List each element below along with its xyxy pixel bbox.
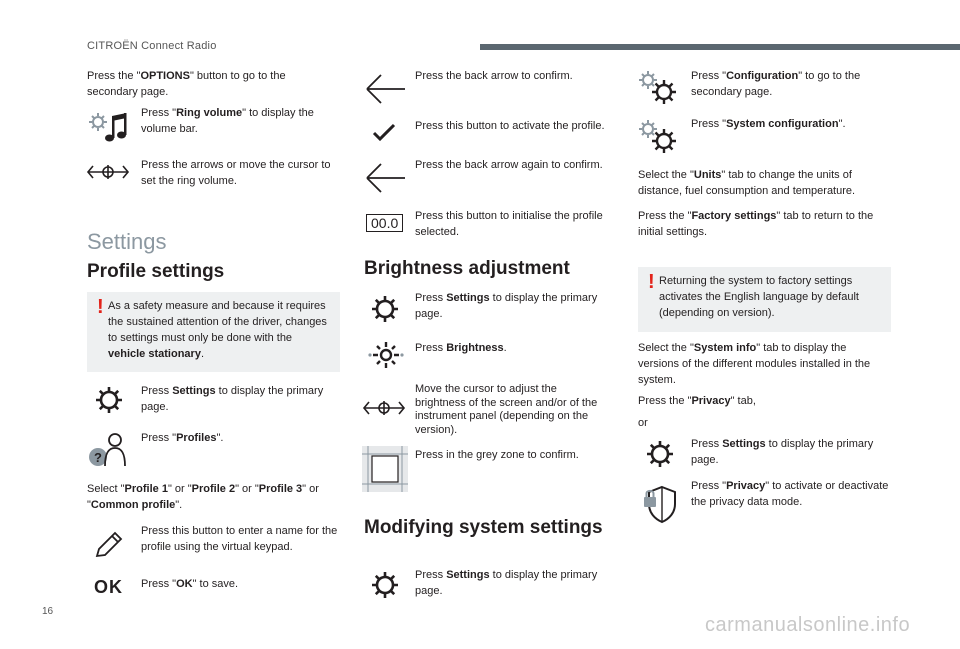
- system-config-icon: [638, 119, 678, 155]
- press-profiles-text: Press "Profiles".: [141, 432, 224, 444]
- configuration-text: Press "Configuration" to go to the secondary page.: [691, 70, 861, 98]
- slider-arrows-icon-2: [362, 398, 406, 418]
- header-bar: [480, 44, 960, 50]
- profile-settings-heading: Profile settings: [87, 261, 225, 282]
- ring-volume-icon: [88, 110, 130, 146]
- press-ok-text: Press "OK" to save.: [141, 578, 239, 590]
- safety-note-text: As a safety measure and because it requires the sustained attention of the driver, changes to settings must only be done with the vehicle stationary.: [108, 300, 327, 360]
- back-confirm-text: Press the back arrow to confirm.: [415, 70, 573, 82]
- factory-note: [638, 267, 891, 332]
- press-settings-text-2: Press Settings to display the primary page.: [415, 292, 598, 320]
- safety-note: [87, 292, 340, 372]
- press-settings-text: Press Settings to display the primary page.: [141, 385, 324, 413]
- or-text: or: [638, 417, 648, 429]
- warning-icon-2: !: [648, 271, 655, 293]
- back-arrow-icon-2: [365, 161, 407, 195]
- ok-icon: OK: [94, 577, 123, 597]
- settings-gear-icon: [95, 386, 123, 414]
- system-config-text: Press "System configuration".: [691, 118, 846, 130]
- svg-text:?: ?: [94, 450, 102, 465]
- reset-value-icon: 00.0: [366, 214, 403, 232]
- factory-note-text: Returning the system to factory settings activates the English language by default (depending on version).: [659, 275, 859, 319]
- grey-zone-icon: [362, 446, 408, 492]
- brightness-heading: Brightness adjustment: [364, 258, 570, 279]
- press-privacy-text: Press "Privacy" to activate or deactivate the privacy data mode.: [691, 480, 889, 508]
- page-number: 16: [42, 606, 54, 617]
- initialise-text: Press this button to initialise the profile selected.: [415, 210, 603, 238]
- options-intro: Press the "OPTIONS" button to go to the secondary page.: [87, 70, 286, 98]
- ring-volume-text: Press "Ring volume" to display the volume bar.: [141, 107, 314, 135]
- privacy-shield-icon: [642, 484, 678, 524]
- press-settings-text-4: Press Settings to display the primary page.: [691, 438, 874, 466]
- watermark: carmanualsonline.info: [705, 614, 911, 636]
- section-title: Settings: [87, 229, 167, 254]
- enter-name-text: Press this button to enter a name for the profile using the virtual keypad.: [141, 525, 338, 553]
- back-arrow-icon: [365, 72, 407, 106]
- settings-gear-icon-3: [371, 571, 399, 599]
- settings-gear-icon-4: [646, 440, 674, 468]
- select-profile-text: Select "Profile 1" or "Profile 2" or "Profile 3" or "Common profile".: [87, 483, 319, 511]
- settings-gear-icon-2: [371, 295, 399, 323]
- slider-arrows-icon: [86, 162, 130, 182]
- units-text: Select the "Units" tab to change the units of distance, fuel consumption and temperature.: [638, 169, 856, 197]
- checkmark-icon: [372, 122, 396, 142]
- pencil-icon: [94, 531, 124, 559]
- configuration-icon: [638, 70, 678, 106]
- move-cursor-text: Move the cursor to adjust the brightness of the screen and/or of the instrument panel (depending on the version).: [415, 383, 598, 436]
- modify-settings-heading: Modifying system settings: [364, 517, 603, 538]
- activate-text: Press this button to activate the profile.: [415, 120, 605, 132]
- press-settings-text-3: Press Settings to display the primary page.: [415, 569, 598, 597]
- brightness-icon: [366, 340, 406, 370]
- press-brightness-text: Press Brightness.: [415, 342, 507, 354]
- system-info-text: Select the "System info" tab to display the versions of the different modules installed in the system.: [638, 342, 871, 386]
- back-again-text: Press the back arrow again to confirm.: [415, 159, 603, 171]
- running-header: CITROËN Connect Radio: [87, 40, 217, 52]
- privacy-tab-text: Press the "Privacy" tab,: [638, 395, 756, 407]
- warning-icon: !: [97, 296, 104, 318]
- factory-settings-text: Press the "Factory settings" tab to return to the initial settings.: [638, 210, 874, 238]
- grey-zone-text: Press in the grey zone to confirm.: [415, 449, 579, 461]
- profile-icon: [88, 432, 130, 468]
- arrows-cursor-text: Press the arrows or move the cursor to set the ring volume.: [141, 159, 331, 187]
